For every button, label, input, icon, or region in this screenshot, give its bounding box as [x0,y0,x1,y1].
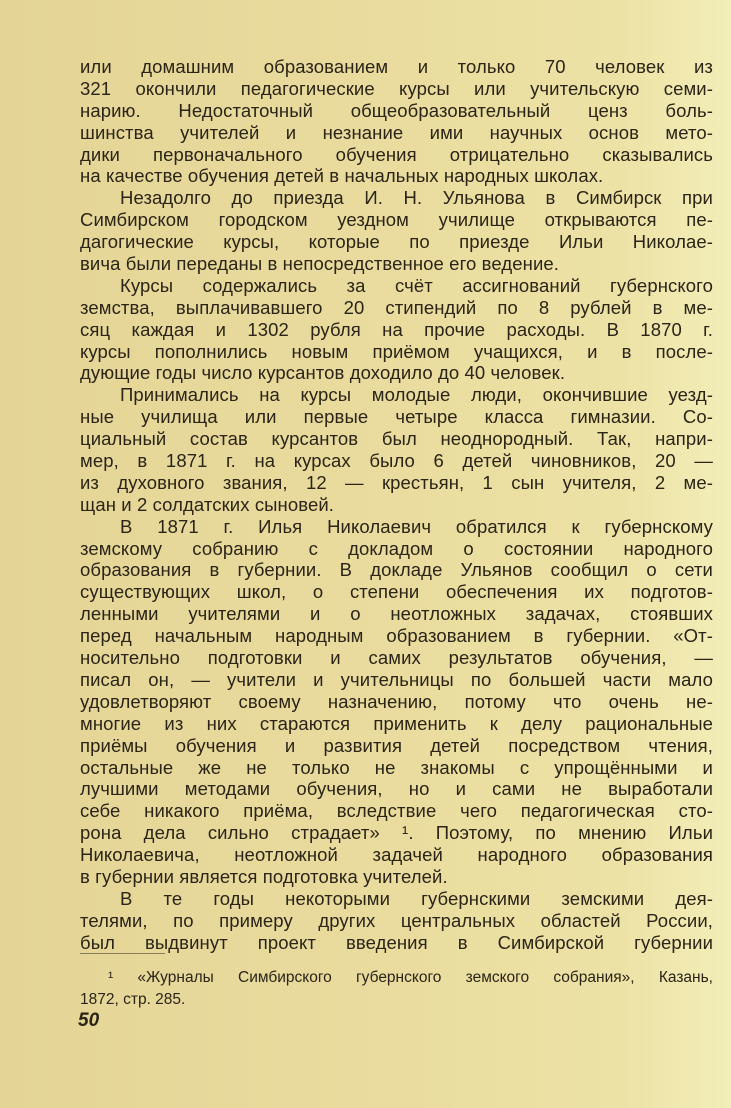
text-line: Незадолго до приезда И. Н. Ульянова в Симбирск при [120,187,713,209]
text-line: носительно подготовки и самих результатов обучения, — [80,647,713,669]
text-line: перед начальным народным образованием в губернии. «От- [80,625,713,647]
text-line: многие из них стараются применить к делу рациональные [80,712,713,734]
text-line: писал он, — учители и учительницы по большей части мало [80,668,713,690]
text-line: В 1871 г. Илья Николаевич обратился к губернскому [120,515,713,537]
text-line: 321 окончили педагогические курсы или учительскую семи- [80,77,713,99]
footnote-line: ¹ «Журналы Симбирского губернского земского собрания», Казань, [108,969,713,986]
text-line: образования в губернии. В докладе Ульянов сообщил о сети [80,559,713,581]
text-line: ленными учителями и о неотложных задачах, стоявших [80,603,713,625]
text-line: Курсы содержались за счёт ассигнований губернского [120,274,713,296]
text-line: Симбирском городском уездном училище открываются пе- [80,209,713,231]
paragraph [80,187,713,275]
text-line: Принимались на курсы молодые люди, окончившие уезд- [120,384,713,406]
text-line: земства, выплачивавшего 20 стипендий по 8 рублей в ме- [80,296,713,318]
paragraph [80,516,713,888]
text-line: существующих школ, о степени обеспечения их подготов- [80,581,713,603]
text-line: земскому собранию с докладом о состоянии народного [80,537,713,559]
text-line: приёмы обучения и развития детей посредством чтения, [80,734,713,756]
text-line: на качестве обучения детей в начальных народных школах. [80,165,604,187]
footnote [80,967,713,1011]
body-text [80,56,713,954]
footnote-divider [80,953,165,954]
paragraph [80,275,713,384]
text-line: нарию. Недостаточный общеобразовательный ценз боль- [80,99,713,121]
text-line: удовлетворяют своему назначению, потому что очень не- [80,690,713,712]
text-line: дующие годы число курсантов доходило до 40 человек. [80,362,566,384]
text-line: вича были переданы в непосредственное его ведение. [80,253,560,275]
text-line: циальный состав курсантов был неоднородный. Так, напри- [80,428,713,450]
text-line: остальные же не только не знакомы с упрощёнными и [80,756,713,778]
text-line: или домашним образованием и только 70 человек из [80,56,713,77]
text-line: лучшими методами обучения, но и сами не выработали [80,778,713,800]
text-line: В те годы некоторыми губернскими земскими дея- [120,887,713,909]
text-line: был выдвинут проект введения в Симбирской губернии [80,931,713,953]
text-line: Николаевича, неотложной задачей народного образования [80,844,713,866]
paragraph [80,888,713,954]
text-line: ные училища или первые четыре класса гимназии. Со- [80,406,713,428]
text-line: курсы пополнились новым приёмом учащихся, и в после- [80,340,713,362]
footnote-line: 1872, стр. 285. [80,991,186,1008]
paragraph [80,384,713,515]
text-line: мер, в 1871 г. на курсах было 6 детей чиновников, 20 — [80,450,713,472]
text-line: телями, по примеру других центральных областей России, [80,909,713,931]
text-line: дагогические курсы, которые по приезде Ильи Николае- [80,231,713,253]
text-line: в губернии является подготовка учителей. [80,865,448,887]
text-line: сяц каждая и 1302 рубля на прочие расходы. В 1870 г. [80,318,713,340]
page-number: 50 [78,1010,100,1031]
text-line: рона дела сильно страдает» ¹. Поэтому, по мнению Ильи [80,822,713,844]
text-line: шинства учителей и незнание ими научных основ мето- [80,121,713,143]
paragraph [80,56,713,187]
text-line: дики первоначального обучения отрицательно сказывались [80,143,713,165]
text-line: себе никакого приёма, вследствие чего педагогическая сто- [80,800,713,822]
text-line: из духовного звания, 12 — крестьян, 1 сын учителя, 2 ме- [80,471,713,493]
text-line: щан и 2 солдатских сыновей. [80,493,335,515]
